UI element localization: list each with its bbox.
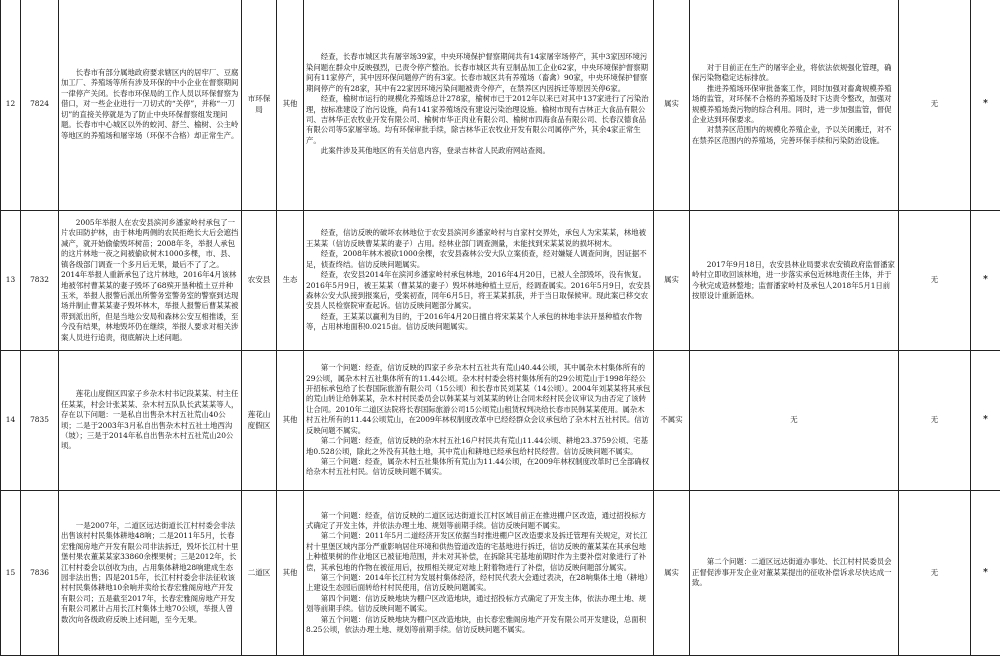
pollution-type-cell: 其他 — [277, 0, 304, 211]
rectification-paragraph: 推进养殖场环保审批备案工作，同时加强对畜禽规模养殖场的监管，对环保不合格的养殖场及时下达责令整改，加强对规模养殖场粪污物的综合利用。同时，进一步加强监管，督促企业达到环保要求。 — [692, 84, 896, 126]
rectification-paragraph: 第二个问题：二道区远达街道办事处、长江村村民委员会正督促涉事开发企业对董某某提出的征收补偿诉求尽快达成一致。 — [692, 557, 896, 588]
findings-paragraph: 第一个问题：经查，信访反映的四家子乡杂木村五社共有荒山40.44公顷，其中属杂木村集体所有的29公顷，属杂木村五社集体所有的11.44公顷。杂木村村委会将村集体所有的29公顷荒山于1998年经公开招标承包给了长春国际旅游有限公司（15公顷）和长春市民刘某某（14公顷）。2004年刘某某将其承包的荒山转让给韩某某，杂木村村民委员会以韩某某与刘某某的转让合同未经村民会议审议为由否定了该转让合同。2010年二道区法院将长春国际旅游公司15公顷荒山租赁权判决给长春市民韩某某使用。属杂木村五社所有的11.44公顷荒山，在2009年林权制度改革中已经经群众会议承包给了杂木村五社村民。信访反映问题不属实。 — [306, 363, 651, 436]
district-cell: 农安县 — [242, 211, 277, 351]
district-cell: 市环保局 — [242, 0, 277, 211]
findings-paragraph: 此案件涉及其他地区的有关信息内容，登录吉林省人民政府网站查阅。 — [306, 146, 651, 156]
table-row — [1, 491, 1000, 656]
findings-cell — [304, 211, 654, 351]
pollution-type-cell: 生态 — [277, 211, 304, 351]
case-id-cell: 7835 — [21, 351, 59, 491]
verdict-cell: 属实 — [654, 491, 690, 656]
row-number-cell: 12 — [1, 0, 21, 211]
findings-paragraph: 第五个问题：信访反映地块为棚户区改造地块，由长春宏雅阁房地产开发有限公司开发建设，总面积8.25公顷，依法办理土地、规划等前期手续。信访反映问题不属实。 — [306, 615, 651, 636]
case-id-cell: 7832 — [21, 211, 59, 351]
verdict-cell: 不属实 — [654, 351, 690, 491]
findings-paragraph: 第二个问题：2011年5月二道经济开发区依据当时推进棚户区改造要求及拆迁管理有关规定，对长江村十里堡区域内部分严重影响居住环境和供热管道改造的宅基地进行拆迁，信访反映的董某某在其承包地上种植果树的作业地区已被征地范围，并未对其补偿，在拆除其宅基地前期时作为主要补偿对象进行了补偿，其承包地的作物在被征用后，按照相关规定对地上附着物进行了补偿，信访反映问题部分属实。 — [306, 531, 651, 573]
rectification-paragraph: 对禁养区范围内的规模化养殖企业，予以关闭搬迁，对不在禁养区范围内的养殖场，完善环保手续和污染防治设施。 — [692, 125, 896, 146]
case-id-cell: 7824 — [21, 0, 59, 211]
findings-paragraph: 经查，2008年林木被砍1000余棵，农安县森林公安大队立案侦查，经对嫌疑人调查问询，因证据不足，侦查终结。信访反映问题属实。 — [306, 249, 651, 270]
rectification-paragraph: 无 — [692, 415, 896, 425]
rectification-paragraph: 对于目前正在生产的屠宰企业，将依法依规强化管理，确保污染物稳定达标排放。 — [692, 63, 896, 84]
report-content-cell: 莲花山度假区四家子乡杂木村书记段某某、村主任任某某，村会计张某某、杂木村五队队长武某某等人，存在以下问题：一是私自出售杂木村五社荒山40公顷；二是于2003年3月私自出售杂木村五社土地西沟（坡）；三是于2014年私自出售杂木村五社荒山20公顷。 — [59, 351, 242, 491]
rectification-paragraph: 2017年9月18日，农安县林业局要求农安镇政府监督潘家岭村立即收回该林地，进一步落实承包近林地责任主体，并于今秋完成造林整地；监督潘家岭村及承包人2018年5月1日前按原设计重新造林。 — [692, 260, 896, 302]
findings-paragraph: 经查，农安县2014年在滨河乡潘家岭村承包林地，2016年4月20日，已被人全部毁坏，没有恢复。2016年5月9日，被王某某（曹某某的妻子）毁坏林地种植土豆后，经调查属实。2016年5月9日，农安县森林公安大队接到报案后，受案初查，同年6月5日，将王某某抓获，并于当日取保候审。现此案已移交农安县人民检察院审查起诉。信访反映问题部分属实。 — [306, 270, 651, 312]
accountability-cell: 无 — [899, 0, 971, 211]
mark-cell: * — [971, 0, 1000, 211]
mark-cell: * — [971, 491, 1000, 656]
rectification-cell — [690, 0, 899, 211]
findings-paragraph: 第二个问题：经查，信访反映的杂木村五社16户村民共有荒山11.44公顷、耕地23.3759公顷、宅基地0.528公顷，除此之外没有其他土地，其中荒山和耕地已经承包给村民经营。信访反映问题不属实。 — [306, 436, 651, 457]
case-id-cell: 7836 — [21, 491, 59, 656]
district-cell: 二道区 — [242, 491, 277, 656]
report-content-cell: 2005年举报人在农安县滨河乡潘家岭村承包了一片农田防护林，由于林地两侧的农民拒绝长大后会遮挡减产，就开始偷偷毁坏树苗；2008年冬，举报人承包的这片林地一夜之间被偷砍树木1000多棵，市、县、镇各级部门调查一个多月后无果，最后不了了之。2014年举报人重新承包了这片林地，2016年4月该林地被邻村曹某某的妻子毁坏了68殡开垦种植土豆并种玉米，举报人报警后派出所警务室警务室的警察到达现场并制止曹某某妻子毁坏林木，举报人报警后曹某某被带到派出所，但是当地公安局和森林公安互相推诿，至今没有结果，林地毁坏仍在继续，举报人要求对相关涉案人员进行追责，彻底解决上述问题。 — [59, 211, 242, 351]
row-number-cell: 14 — [1, 351, 21, 491]
accountability-cell: 无 — [899, 211, 971, 351]
district-cell: 莲花山度假区 — [242, 351, 277, 491]
rectification-cell — [690, 211, 899, 351]
findings-paragraph: 经查，长春市城区共有屠宰场39家，中央环境保护督察期间共有14家屠宰场停产，其中3家因环境污染问题在群众中反映强烈，已责令停产整治。长春市城区共有豆制品加工企业62家，中央环境保护督察期间有11家停产，其中因环保问题停产的有3家。长春市城区共有养殖场（畜禽）90家，中央环境保护督察期间停产的有28家，其中有22家因环境污染问题被责令停产，在禁养区内因拆迁等原因关停6家。 — [306, 52, 651, 94]
findings-cell — [304, 351, 654, 491]
findings-paragraph: 第三个问题：经查，属杂木村五社集体所有荒山为11.44公顷，在2009年林权制度改革时已全部确权给杂木村五社村民。信访反映问题不属实。 — [306, 457, 651, 478]
pollution-type-cell: 其他 — [277, 351, 304, 491]
accountability-cell: 无 — [899, 351, 971, 491]
report-content-cell: 长春市有部分属地政府要求辖区内的居牢厂、豆腐加工厂、养殖场等所有涉及环保的中小企业在督察期间一律停产关闭。长春市环保局的工作人员以环保督察为借口，对一些企业进行一刀切式的“关停”，并称“一刀切”的直接关停就是为了防止中央环保督察组发现问题。长春市中心城区以外的蛟河、舒兰、榆树、公主岭等地区的养殖场和屠宰场（环保不合格）却正常生产。 — [59, 0, 242, 211]
rectification-cell — [690, 351, 899, 491]
mark-cell: * — [971, 351, 1000, 491]
findings-cell — [304, 491, 654, 656]
table-row — [1, 211, 1000, 351]
row-number-cell: 15 — [1, 491, 21, 656]
findings-paragraph: 经查，信访反映的破坏农林地位于农安县滨河乡潘家岭村与自家村交界处，承包人为宋某某，林地被王某某（信访反映曹某某的妻子）占用。经林业部门调查测量，未能找到宋某某说的损坏树木。 — [306, 228, 651, 249]
pollution-type-cell: 其他 — [277, 491, 304, 656]
verdict-cell: 属实 — [654, 0, 690, 211]
findings-paragraph: 经查，榆树市运行的规模化养殖场总计278家，榆树市已于2012年以来已对其中137家进行了污染治理，按标准建设了治污设施，尚有141家养殖场没有建设污染治理设施。榆树市现有吉林正大食品有限公司、吉林华正农牧业开发有限公司、榆树市华正肉业有限公司、榆树市四海食品有限公司、长春汉德食品有限公司等5家屠宰场。均有环保审批手续，除吉林华正农牧业开发有限公司属停产外，其余4家正常生产。 — [306, 94, 651, 146]
accountability-cell: 无 — [899, 491, 971, 656]
findings-paragraph: 经查，王某某以赢利为目的，于2016年4月20日擅自将宋某某个人承包的林地非法开垦种植农作物等，占用林地面积0.0215亩。信访反映问题属实。 — [306, 312, 651, 333]
findings-paragraph: 第三个问题：2014年长江村为发展村集体经济，经村民代表大会通过表决，在28响集体土地（耕地）上建设生态园后面转给村村民使用，信访反映问题属实。 — [306, 573, 651, 594]
mark-cell: * — [971, 211, 1000, 351]
findings-cell — [304, 0, 654, 211]
row-number-cell: 13 — [1, 211, 21, 351]
findings-paragraph: 第一个问题：经查，信访反映的二道区远达街道长江村区域目前正在推进棚户区改造，通过招投标方式确定了开发主体，并依法办理土地、规划等前期手续。信访反映问题不属实。 — [306, 511, 651, 532]
table-row — [1, 0, 1000, 211]
verdict-cell: 属实 — [654, 211, 690, 351]
report-content-cell: 一是2007年，二道区远达街道长江村村委会非法出售该村村民集体耕地48响；二是2011年5月，长春宏雅阁房地产开发有限公司非法拆迁，毁坏长江村十里堡村果农董某某家33860余棵果树；三是2012年，长江村村委会以创收为由，占用集体耕地28响建成生态园非法出售；四是2015年，长江村村委会非法征收该村村民集体耕地10余响并卖给长春宏雅阁房地产开发有限公司；五是截至2017年，长春宏雅阁房地产开发有限公司累计占用长江村集体土地70公顷，举报人曾数次向各级政府反映上述问题，至今无果。 — [59, 491, 242, 656]
rectification-cell — [690, 491, 899, 656]
findings-paragraph: 第四个问题：信访反映地块为棚户区改造地块，通过招投标方式确定了开发主体，依法办理土地、规划等前期手续。信访反映问题不属实。 — [306, 594, 651, 615]
table-row — [1, 351, 1000, 491]
